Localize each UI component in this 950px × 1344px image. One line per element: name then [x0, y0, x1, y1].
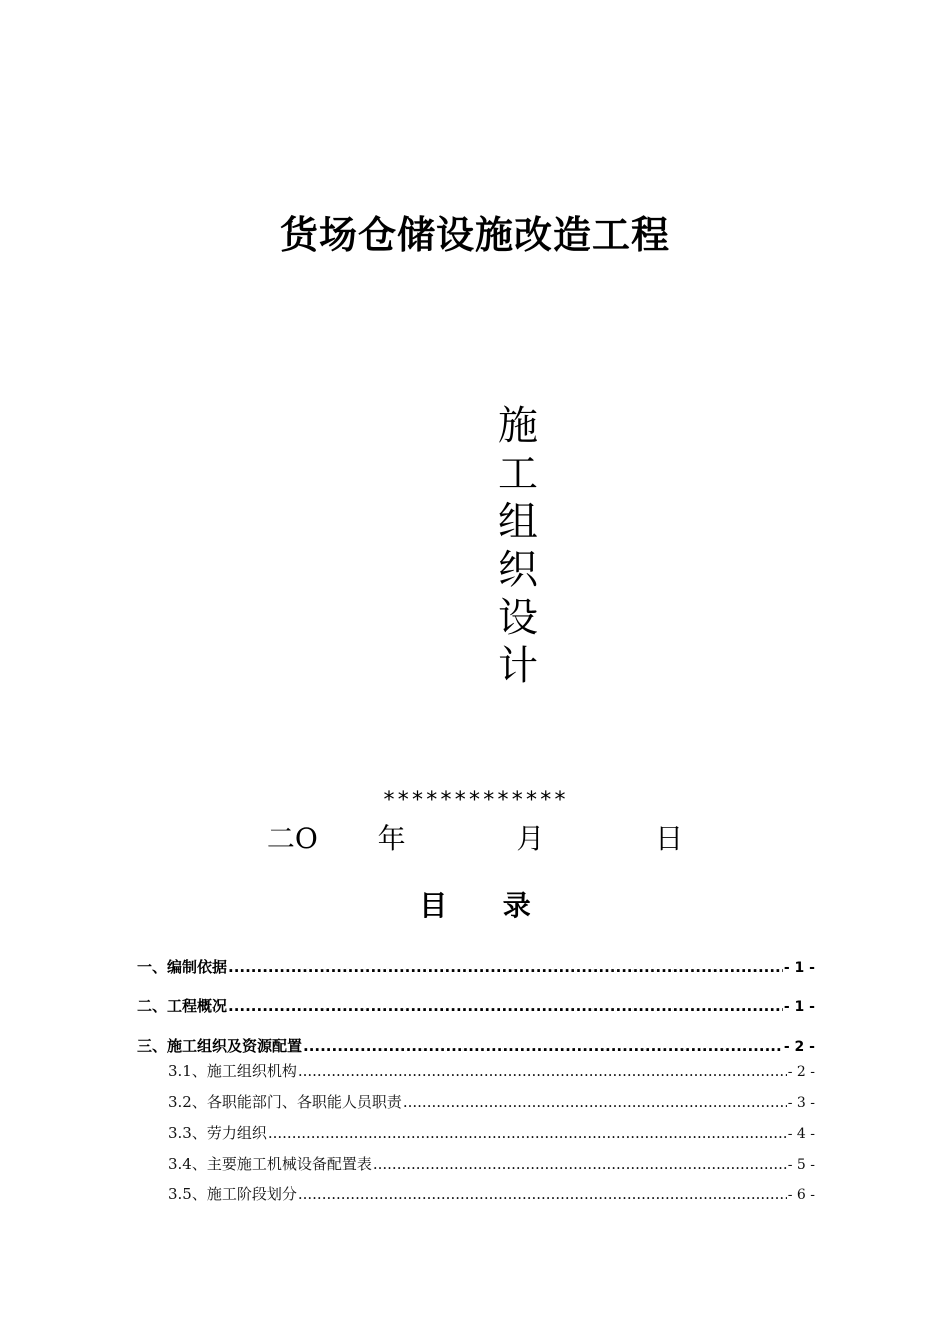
toc-entry[interactable] [137, 1036, 815, 1057]
toc-entry[interactable] [168, 1061, 815, 1082]
toc-leader [373, 1154, 787, 1174]
toc-page-number: - 4 - [787, 1126, 815, 1142]
toc-page-number: - 1 - [783, 960, 815, 976]
toc-entry-label: 3.4、主要施工机械设备配置表 [168, 1155, 372, 1173]
vertical-title-char: 织 [498, 547, 538, 593]
vertical-title-char: 设 [498, 595, 538, 641]
vertical-document-title [494, 402, 542, 690]
toc-entry[interactable] [168, 1123, 815, 1144]
toc-leader [268, 1123, 787, 1143]
toc-leader [403, 1092, 787, 1112]
toc-entry-label: 二、工程概况 [137, 997, 228, 1015]
date-day-label: 日 [655, 822, 684, 855]
toc-entry-label: 3.1、施工组织机构 [168, 1062, 297, 1080]
toc-page-number: - 1 - [783, 999, 815, 1015]
toc-page-number: - 3 - [787, 1095, 815, 1111]
toc-page-number: - 6 - [787, 1187, 815, 1203]
toc-entry-label: 3.5、施工阶段划分 [168, 1185, 297, 1203]
toc-page-number: - 2 - [783, 1039, 815, 1055]
date-era: 二O [266, 822, 318, 855]
toc-leader [228, 996, 783, 1016]
organization-name: ************* [382, 788, 568, 813]
toc-entry[interactable] [168, 1092, 815, 1113]
toc-title-char: 录 [502, 889, 531, 922]
toc-page-number: - 5 - [787, 1157, 815, 1173]
project-title: 货场仓储设施改造工程 [279, 213, 670, 257]
toc-entry[interactable] [168, 1184, 815, 1205]
toc-entry-label: 3.2、各职能部门、各职能人员职责 [168, 1093, 402, 1111]
toc-entry[interactable] [137, 957, 815, 978]
toc-page-number: - 2 - [787, 1064, 815, 1080]
toc-entry-label: 三、施工组织及资源配置 [137, 1037, 303, 1055]
toc-entry-label: 3.3、劳力组织 [168, 1124, 267, 1142]
toc-entry-label: 一、编制依据 [137, 958, 228, 976]
toc-leader [303, 1036, 783, 1056]
date-line [0, 819, 950, 859]
toc-title-char: 目 [419, 889, 448, 922]
date-month-label: 月 [516, 822, 545, 855]
toc-leader [298, 1184, 787, 1204]
vertical-title-char: 计 [498, 643, 538, 689]
toc-entry[interactable] [168, 1154, 815, 1175]
vertical-title-char: 施 [498, 403, 538, 449]
vertical-title-char: 组 [498, 499, 538, 545]
toc-entry[interactable] [137, 996, 815, 1017]
vertical-title-char: 工 [498, 451, 538, 497]
date-year-label: 年 [377, 822, 406, 855]
toc-title [0, 884, 950, 924]
toc-leader [298, 1061, 787, 1081]
toc-leader [228, 957, 783, 977]
